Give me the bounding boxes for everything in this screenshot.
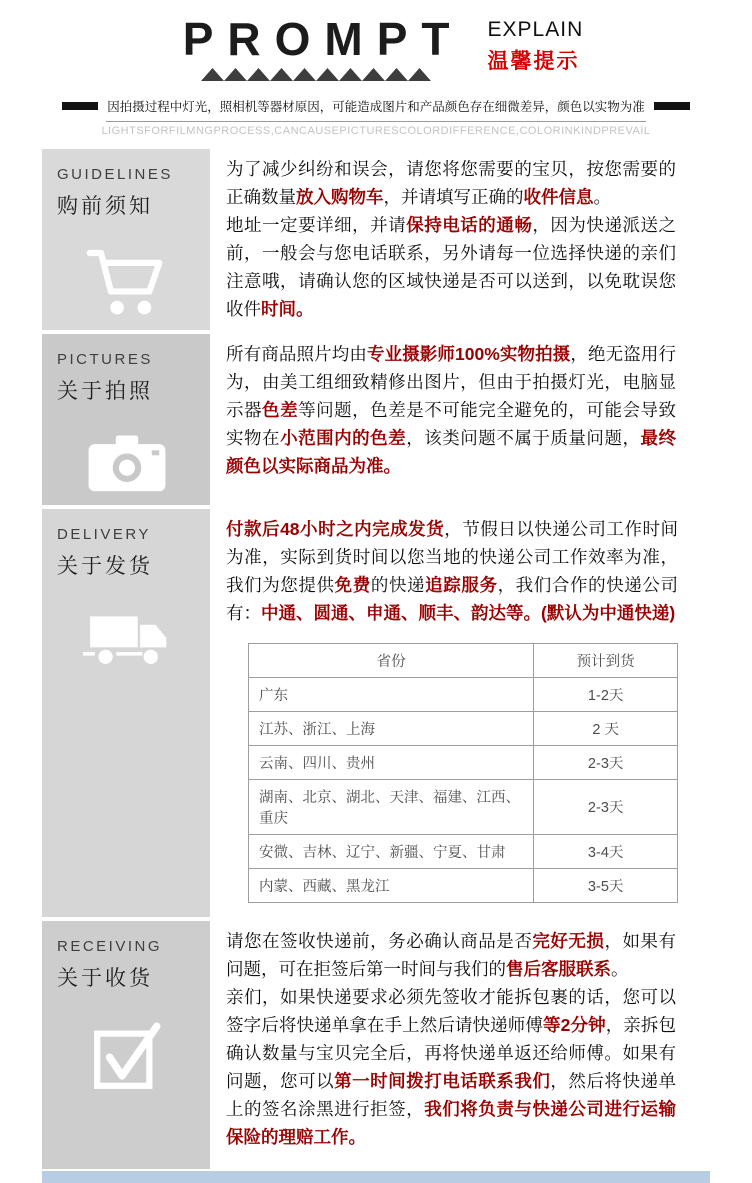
paragraph: 地址一定要详细，并请保持电话的通畅，因为快递派送之前，一般会与您电话联系，另外请每一位选择快递的亲们注意哦，请确认您的区域快递是否可以送到，以免耽误您收件时间。	[226, 214, 677, 319]
paragraph: 所有商品照片均由专业摄影师100%实物拍摄，绝无盗用行为，由美工组细致精修出图片，但由于拍摄灯光，电脑显示器色差等问题，色差是不可能完全避免的，可能会导致实物在小范围内的色差，该类问题不属于质量问题，最终颜色以实际商品为准。	[226, 343, 677, 476]
table-header-eta: 预计到货	[534, 643, 678, 677]
shipping-table-header-row	[249, 643, 678, 677]
section-guidelines	[42, 149, 710, 330]
delivery-paragraphs	[226, 515, 678, 627]
receiving-side-box	[42, 921, 210, 1169]
notice-bar-left	[62, 102, 98, 110]
explain-en-label: EXPLAIN	[487, 18, 584, 41]
notice-text: 因拍摄过程中灯光，照相机等器材原因，可能造成图片和产品颜色存在细微差异，颜色以实物为准	[107, 99, 645, 114]
receiving-content	[216, 921, 710, 1169]
title-block	[169, 14, 464, 81]
table-header-province: 省份	[249, 643, 534, 677]
table-row: 云南、四川、贵州 2-3天	[249, 745, 678, 779]
header	[0, 14, 752, 81]
paragraph: 为了减少纠纷和误会，请您将您需要的宝贝，按您需要的正确数量放入购物车，并请填写正确的收件信息。	[226, 158, 676, 207]
page-title: PROMPT	[182, 13, 464, 65]
table-row: 内蒙、西藏、黑龙江 3-5天	[249, 868, 678, 902]
explain-block	[488, 14, 584, 75]
paragraph: 请您在签收快递前，务必确认商品是否完好无损，如果有问题，可在拒签后第一时间与我们的售后客服联系。	[226, 930, 677, 979]
guidelines-content	[216, 149, 710, 330]
notice-row	[0, 97, 752, 115]
shipping-table	[248, 643, 678, 903]
cart-icon	[57, 248, 196, 320]
table-row: 江苏、浙江、上海 2 天	[249, 711, 678, 745]
section-label-cn: 关于发货	[57, 554, 153, 578]
section-pictures	[42, 334, 710, 505]
check-icon	[57, 1020, 196, 1092]
delivery-content	[216, 509, 712, 917]
camera-icon	[57, 433, 196, 495]
section-label-en: PICTURES	[57, 350, 153, 368]
explain-cn-label: 温馨提示	[487, 50, 580, 73]
table-row: 湖南、北京、湖北、天津、福建、江西、重庆 2-3天	[249, 779, 678, 834]
zigzag-divider-icon	[169, 68, 464, 81]
footer-bar	[42, 1171, 710, 1183]
truck-icon	[57, 608, 196, 670]
section-delivery	[42, 509, 710, 917]
paragraph: 亲们，如果快递要求必须先签收才能拆包裹的话，您可以签字后将快递单拿在手上然后请快递师傅等2分钟，亲拆包确认数量与宝贝完全后，再将快递单返还给师傅。如果有问题，您可以第一时间拨打电话联系我们，然后将快递单上的签名涂黑进行拒签，我们将负责与快递公司进行运输保险的理赔工作。	[226, 986, 677, 1147]
section-label-en: GUIDELINES	[57, 165, 173, 183]
section-receiving	[42, 921, 710, 1169]
divider-line	[106, 121, 646, 122]
guidelines-side-box	[42, 149, 210, 330]
table-row: 安微、吉林、辽宁、新疆、宁夏、甘肃 3-4天	[249, 834, 678, 868]
pictures-side-box	[42, 334, 210, 505]
shipping-table-body	[249, 677, 678, 902]
notice-subtext: LIGHTSFORFILMNGPROCESS,CANCAUSEPICTURESCOLORDIFFERENCE,COLORINKINDPREVAIL	[101, 124, 651, 137]
delivery-side-box	[42, 509, 210, 917]
sections	[42, 149, 710, 1169]
section-label-cn: 关于收货	[57, 966, 153, 990]
notice-bar-right	[654, 102, 690, 110]
section-label-en: RECEIVING	[57, 937, 163, 955]
section-label-cn: 关于拍照	[57, 379, 153, 403]
section-label-en: DELIVERY	[57, 525, 151, 543]
paragraph: 付款后48小时之内完成发货，节假日以快递公司工作时间为准，实际到货时间以您当地的快递公司工作效率为准，我们为您提供免费的快递追踪服务，我们合作的快递公司有：中通、圆通、申通、顺丰、韵达等。(默认为中通快递)	[226, 518, 679, 623]
section-label-cn: 购前须知	[57, 194, 153, 218]
table-row: 广东 1-2天	[249, 677, 678, 711]
pictures-content	[216, 334, 710, 505]
